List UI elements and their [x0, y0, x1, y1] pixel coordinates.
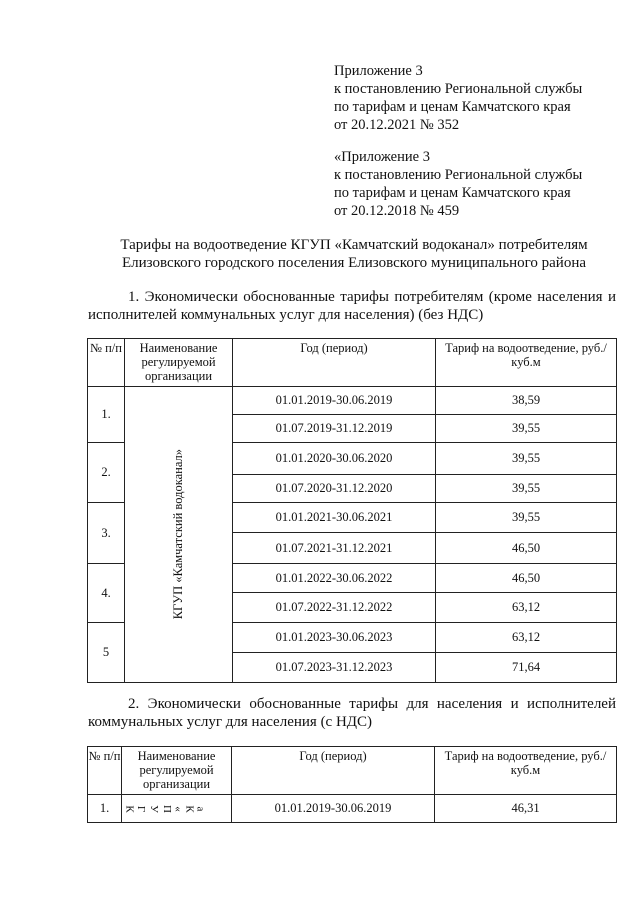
section-line: 1. Экономически обоснованные тарифы потребителям (кроме населения и	[128, 289, 616, 305]
header-period: Год (период)	[233, 339, 436, 387]
org-name-cell	[122, 795, 232, 823]
tariff-cell: 39,55	[436, 503, 617, 533]
appendix-line: по тарифам и ценам Камчатского края	[334, 185, 571, 201]
row-num: 1.	[88, 795, 122, 823]
period-cell: 01.07.2020-31.12.2020	[233, 475, 436, 503]
appendix-line: к постановлению Региональной службы	[334, 81, 583, 97]
appendix-previous	[334, 148, 582, 220]
row-num: 3.	[88, 503, 125, 564]
appendix-line: к постановлению Региональной службы	[334, 167, 583, 183]
tariff-cell: 46,50	[436, 533, 617, 564]
table-row	[88, 795, 617, 823]
appendix-line: Приложение 3	[334, 63, 423, 79]
appendix-current	[334, 62, 582, 134]
title-line: Елизовского городского поселения Елизовского муниципального района	[121, 255, 587, 271]
appendix-line: от 20.12.2018 № 459	[334, 203, 460, 219]
table-header-row	[88, 339, 617, 387]
tariff-cell: 38,59	[436, 387, 617, 415]
period-cell: 01.01.2019-30.06.2019	[232, 795, 435, 823]
header-tariff: Тариф на водоотведение, руб./куб.м	[435, 747, 617, 795]
section-2-heading	[88, 695, 616, 731]
section-line: 2. Экономически обоснованные тарифы для населения и исполнителей	[128, 696, 616, 712]
period-cell: 01.07.2023-31.12.2023	[233, 653, 436, 683]
row-num: 5	[88, 623, 125, 683]
period-cell: 01.07.2021-31.12.2021	[233, 533, 436, 564]
table-row	[88, 387, 617, 415]
org-letter: К	[183, 804, 196, 813]
header-tariff: Тариф на водоотведение, руб./куб.м	[436, 339, 617, 387]
tariff-cell: 46,50	[436, 564, 617, 593]
period-cell: 01.01.2019-30.06.2019	[233, 387, 436, 415]
section-line: исполнителей коммунальных услуг для населения) (без НДС)	[88, 307, 484, 323]
org-letter: П	[160, 804, 173, 813]
period-cell: 01.07.2019-31.12.2019	[233, 415, 436, 443]
header-org: Наименование регулируемой организации	[125, 339, 233, 387]
period-cell: 01.01.2020-30.06.2020	[233, 443, 436, 475]
period-cell: 01.07.2022-31.12.2022	[233, 593, 436, 623]
tariff-table-1	[87, 338, 617, 683]
org-letter: «	[172, 805, 185, 812]
appendix-line: «Приложение 3	[334, 149, 430, 165]
period-cell: 01.01.2021-30.06.2021	[233, 503, 436, 533]
org-name: КГУП «Камчатский водоканал»	[171, 449, 185, 620]
tariff-cell: 63,12	[436, 623, 617, 653]
org-name-cell	[125, 387, 233, 683]
period-cell: 01.01.2022-30.06.2022	[233, 564, 436, 593]
tariff-cell: 39,55	[436, 415, 617, 443]
tariff-cell: 71,64	[436, 653, 617, 683]
org-letter: К	[123, 804, 136, 813]
header-num: № п/п	[88, 339, 125, 387]
tariff-cell: 63,12	[436, 593, 617, 623]
tariff-cell: 46,31	[435, 795, 617, 823]
org-letter: а	[194, 806, 207, 811]
row-num: 4.	[88, 564, 125, 623]
org-letter: У	[147, 804, 160, 813]
org-letter: Г	[135, 805, 148, 812]
document-title	[80, 236, 628, 272]
title-line: Тарифы на водоотведение КГУП «Камчатский водоканал» потребителям	[120, 237, 588, 253]
section-line: коммунальных услуг для населения (с НДС)	[88, 714, 373, 730]
tariff-cell: 39,55	[436, 443, 617, 475]
header-num: № п/п	[88, 747, 122, 795]
period-cell: 01.01.2023-30.06.2023	[233, 623, 436, 653]
header-org: Наименование регулируемой организации	[122, 747, 232, 795]
tariff-table-2	[87, 746, 617, 823]
row-num: 2.	[88, 443, 125, 503]
header-period: Год (период)	[232, 747, 435, 795]
appendix-line: от 20.12.2021 № 352	[334, 117, 460, 133]
appendix-line: по тарифам и ценам Камчатского края	[334, 99, 571, 115]
tariff-cell: 39,55	[436, 475, 617, 503]
section-1-heading	[88, 288, 616, 324]
row-num: 1.	[88, 387, 125, 443]
table-header-row	[88, 747, 617, 795]
